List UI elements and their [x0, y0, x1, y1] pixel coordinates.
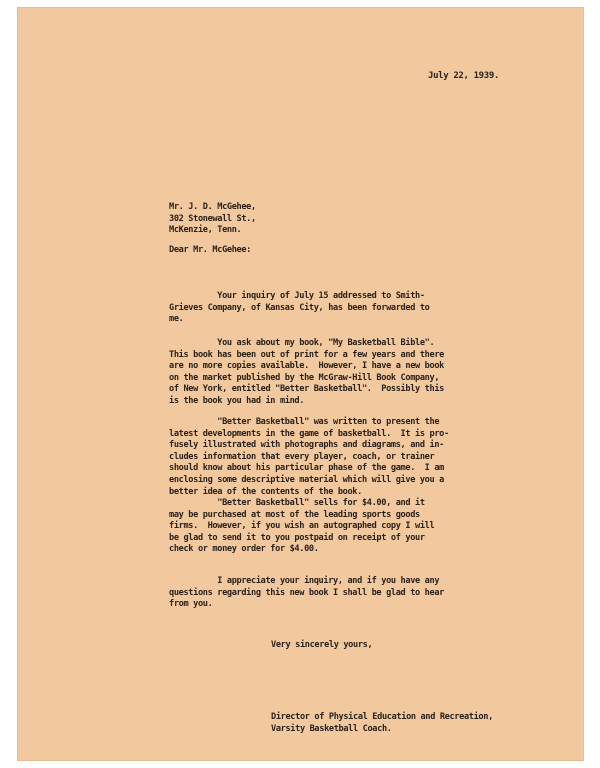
paragraph-5 [169, 576, 444, 611]
paragraph-3 [169, 417, 449, 498]
line: of New York, entitled "Better Basketball". Possibly this [169, 384, 444, 395]
line: firms. However, if you wish an autographed copy I will [169, 521, 435, 532]
line: is the book you had in mind. [169, 395, 305, 406]
closing: Very sincerely yours, [271, 640, 373, 650]
line: latest developments in the game of basketball. It is pro- [169, 428, 449, 439]
signature-block [271, 712, 493, 735]
letter-page [18, 8, 583, 760]
line: be glad to send it to you postpaid on receipt of your [169, 532, 425, 543]
signature-title: Director of Physical Education and Recreation, [271, 712, 493, 722]
line: check or money order for $4.00. [169, 544, 319, 555]
line: on the market published by the McGraw-Hill Book Company, [169, 372, 440, 383]
paragraph-4 [169, 498, 434, 556]
recipient-address [169, 202, 256, 237]
line: I appreciate your inquiry, and if you have any [169, 576, 440, 586]
line: from you. [169, 599, 213, 610]
line: enclosing some descriptive material which will give you a [169, 474, 444, 485]
line: me. [169, 314, 184, 325]
line: Grieves Company, of Kansas City, has been forwarded to [169, 302, 430, 313]
line: "Better Basketball" was written to present the [169, 417, 440, 427]
recipient-name: Mr. J. D. McGehee, [169, 202, 256, 212]
line: better idea of the contents of the book. [169, 486, 362, 497]
paragraph-1 [169, 291, 430, 326]
recipient-street: 302 Stonewall St., [169, 213, 256, 224]
line: may be purchased at most of the leading sports goods [169, 509, 420, 520]
paragraph-2 [169, 338, 444, 408]
line: questions regarding this new book I shall be glad to hear [169, 587, 444, 598]
line: You ask about my book, "My Basketball Bible". [169, 338, 435, 348]
recipient-city: McKenzie, Tenn. [169, 225, 242, 236]
line: fusely illustrated with photographs and diagrams, and in- [169, 440, 444, 451]
line: should know about his particular phase of the game. I am [169, 463, 444, 474]
salutation: Dear Mr. McGehee: [169, 245, 252, 255]
line: Your inquiry of July 15 addressed to Smith- [169, 291, 425, 301]
letter-date: July 22, 1939. [428, 71, 499, 81]
line: cludes information that every player, coach, or trainer [169, 451, 435, 462]
line: This book has been out of print for a few years and there [169, 349, 444, 360]
line: are no more copies available. However, I have a new book [169, 361, 444, 372]
line: "Better Basketball" sells for $4.00, and it [169, 498, 425, 508]
signature-role: Varsity Basketball Coach. [271, 723, 392, 734]
